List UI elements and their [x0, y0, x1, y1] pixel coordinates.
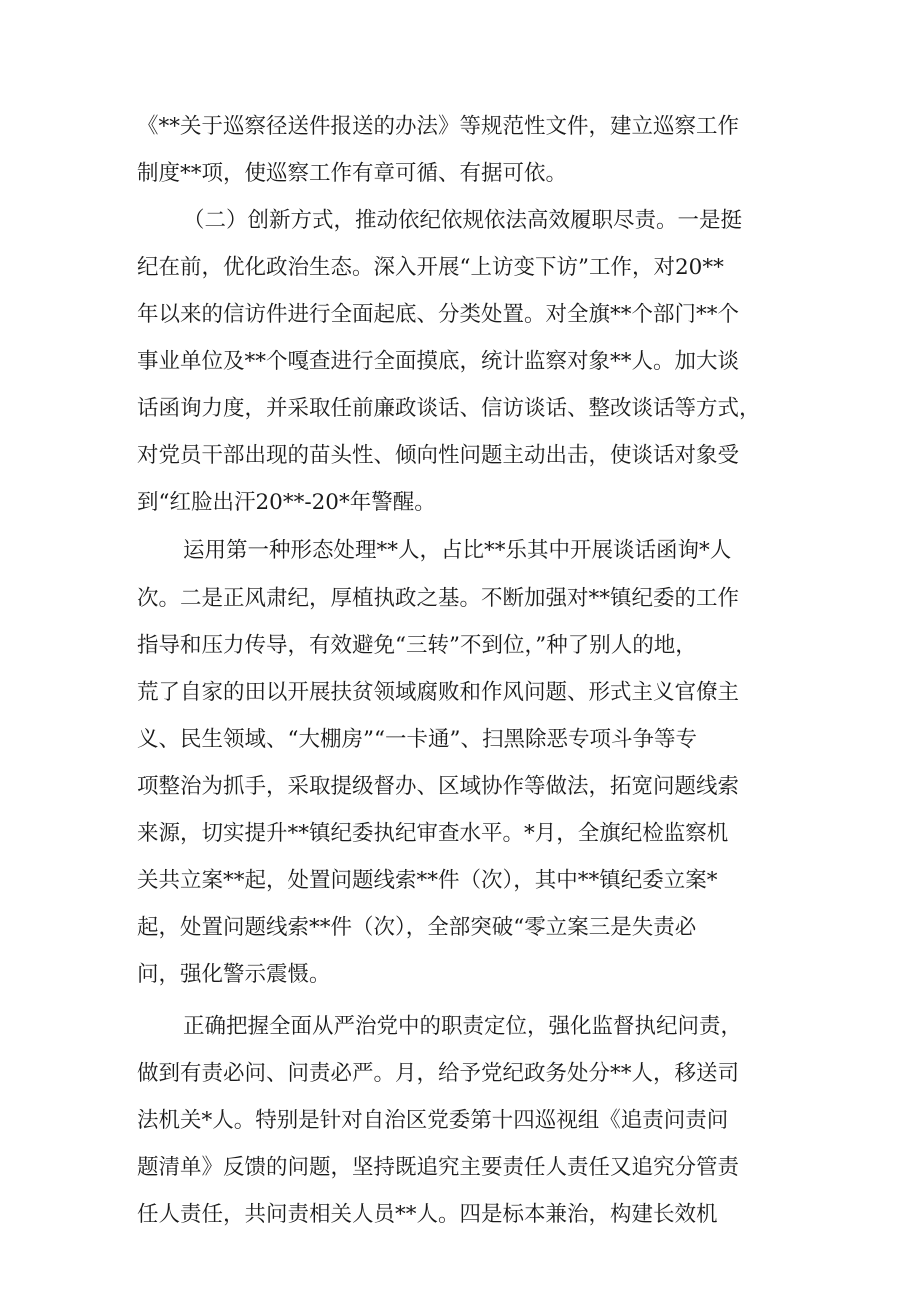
- text-line: 年以来的信访件进行全面起底、分类处置。对全旗**个部门**个: [137, 302, 740, 327]
- text-line: 话函询力度，并采取任前廉政谈话、信访谈话、整改谈话等方式，: [137, 396, 761, 421]
- text-line: 事业单位及**个嘎查进行全面摸底，统计监察对象**人。加大谈: [137, 349, 740, 374]
- text-line: 关共立案**起，处置问题线索**件（次），其中**镇纪委立案*: [137, 868, 718, 893]
- text-line: 制度**项，使巡察工作有章可循、有据可依。: [137, 161, 568, 186]
- text-line: 做到有责必问、问责必严。月，给予党纪政务处分**人，移送司: [137, 1061, 740, 1086]
- text-line: 到“红脸出汗20**-20*年警醒。: [137, 490, 436, 515]
- text-line: 对党员干部出现的苗头性、倾向性问题主动出击，使谈话对象受: [137, 443, 740, 468]
- text-line: 义、民生领域、“大棚房”“一卡通”、扫黑除恶专项斗争等专: [137, 727, 697, 752]
- text-line: 法机关*人。特别是针对自治区党委第十四巡视组《追责问责问: [137, 1108, 729, 1133]
- text-line: 指导和压力传导，有效避免“三转”不到位，”种了别人的地，: [137, 633, 697, 658]
- text-line: 次。二是正风肃纪，厚植执政之基。不断加强对**镇纪委的工作: [137, 586, 740, 611]
- text-line: 任人责任，共问责相关人员**人。四是标本兼治，构建长效机: [137, 1202, 718, 1227]
- text-line: 题清单》反馈的问题，坚持既追究主要责任人责任又追究分管责: [137, 1155, 740, 1180]
- paragraph-start-line: 运用第一种形态处理**人，占比**乐其中开展谈话函询*人: [183, 538, 732, 563]
- text-line: 起，处置问题线索**件（次），全部突破“零立案三是失责必: [137, 915, 697, 940]
- text-line: 纪在前，优化政治生态。深入开展“上访变下访”工作，对20**: [137, 255, 724, 280]
- text-line: 项整治为抓手，采取提级督办、区域协作等做法，拓宽问题线索: [137, 774, 740, 799]
- paragraph-heading-line: （二）创新方式，推动依纪依规依法高效履职尽责。一是挺: [183, 208, 743, 233]
- paragraph-start-line: 正确把握全面从严治党中的职责定位，强化监督执纪问责，: [183, 1014, 743, 1039]
- text-line: 问，强化警示震慑。: [137, 962, 331, 987]
- text-line: 《**关于巡察径送件报送的办法》等规范性文件，建立巡察工作: [137, 114, 740, 139]
- text-line: 来源，切实提升**镇纪委执纪审查水平。*月，全旗纪检监察机: [137, 821, 729, 846]
- text-line: 荒了自家的田以开展扶贫领域腐败和作风问题、形式主义官僚主: [137, 680, 740, 705]
